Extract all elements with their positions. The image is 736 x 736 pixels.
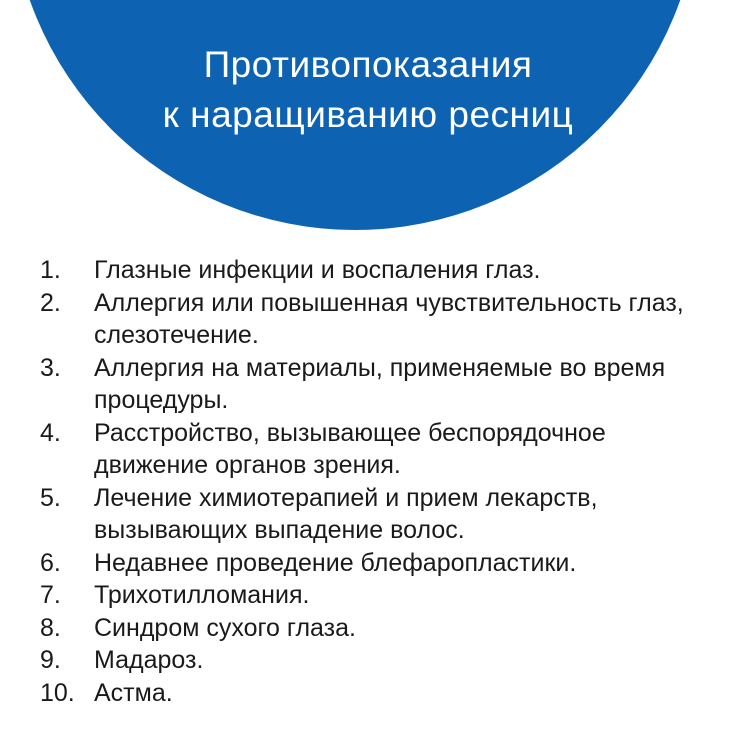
item-text: Расстройство, вызывающее беспорядочное движение органов зрения.: [94, 418, 606, 479]
item-number: 10.: [40, 678, 75, 707]
list-item: [40, 612, 720, 645]
item-text: Аллергия или повышенная чувствительность глаз, слезотечение.: [94, 288, 684, 349]
title-line-2: к наращиванию ресниц: [162, 94, 574, 135]
list-item: [40, 677, 720, 710]
item-text: Трихотилломания.: [94, 581, 310, 609]
list-item: [40, 579, 720, 612]
item-number: 6.: [40, 548, 61, 577]
item-number: 1.: [40, 256, 61, 284]
item-number: 4.: [40, 418, 61, 447]
list-item: [40, 352, 720, 417]
page-title: [0, 40, 736, 140]
list-item: [40, 547, 720, 580]
item-number: 2.: [40, 288, 61, 317]
item-number: 9.: [40, 646, 61, 674]
item-number: 7.: [40, 581, 61, 609]
title-line-1: Противопоказания: [203, 44, 533, 85]
list-item: [40, 644, 720, 677]
list-item: [40, 417, 720, 482]
contraindications-list: [40, 254, 720, 709]
item-text: Синдром сухого глаза.: [94, 613, 356, 642]
item-text: Аллергия на материалы, применяемые во время процедуры.: [94, 353, 666, 414]
list-item: [40, 482, 720, 547]
item-text: Мадароз.: [94, 646, 204, 674]
list-item: [40, 287, 720, 352]
item-text: Астма.: [94, 678, 173, 707]
item-number: 5.: [40, 483, 61, 512]
list-item: [40, 254, 720, 287]
item-number: 8.: [40, 613, 61, 642]
item-number: 3.: [40, 353, 61, 382]
item-text: Лечение химиотерапией и прием лекарств, вызывающих выпадение волос.: [94, 483, 598, 544]
item-text: Недавнее проведение блефаропластики.: [94, 548, 577, 577]
item-text: Глазные инфекции и воспаления глаз.: [94, 256, 541, 284]
